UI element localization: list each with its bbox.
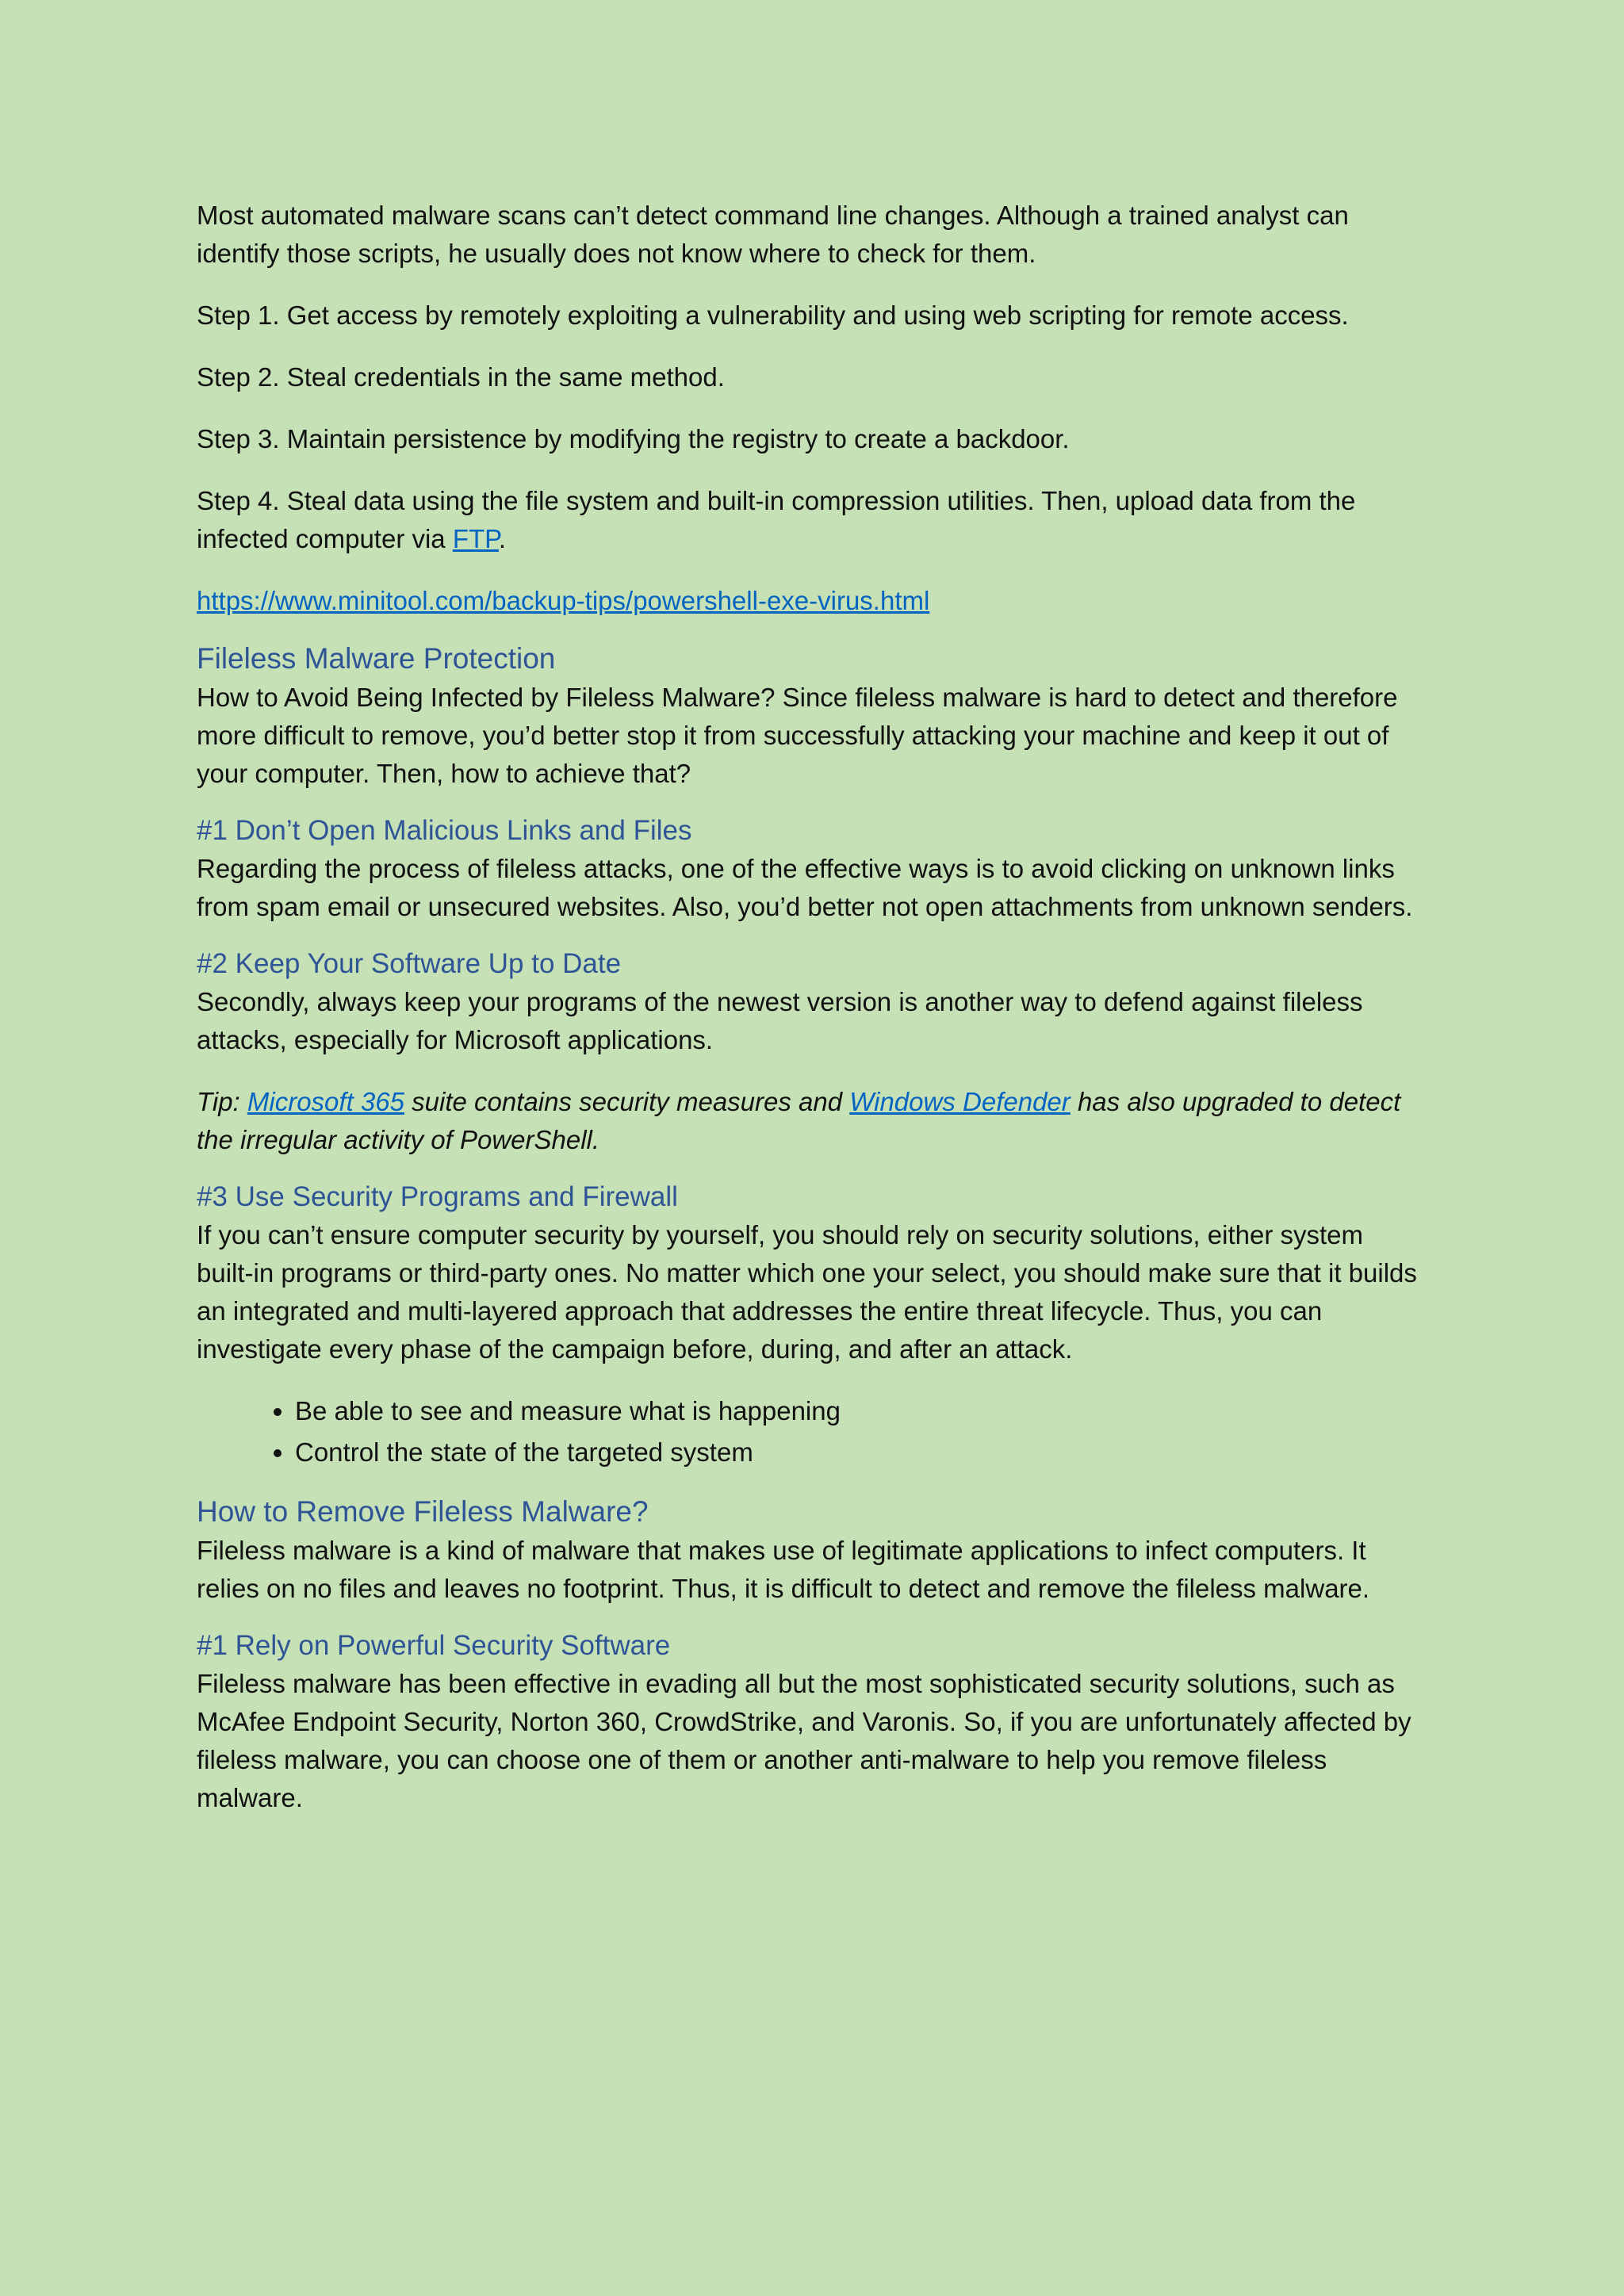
tip3-bullet-list [197, 1391, 1426, 1473]
remove-heading: How to Remove Fileless Malware? [197, 1495, 649, 1528]
tip2-body: Secondly, always keep your programs of the newest version is another way to defend against fileless attacks, especially for Microsoft applications. [197, 987, 1363, 1054]
tip-prefix: Tip: [197, 1087, 247, 1116]
step-3: Step 3. Maintain persistence by modifying the registry to create a backdoor. [197, 424, 1070, 453]
list-item: • Control the state of the targeted system [295, 1432, 1426, 1473]
tip-middle: suite contains security measures and [404, 1087, 850, 1116]
protection-heading: Fileless Malware Protection [197, 642, 556, 675]
microsoft-365-link[interactable]: Microsoft 365 [247, 1087, 404, 1116]
step-4-text: Step 4. Steal data using the file system and built-in compression utilities. Then, upload data from the infected computer via [197, 486, 1356, 553]
list-item: • Be able to see and measure what is happening [295, 1391, 1426, 1432]
source-paragraph [197, 582, 1426, 620]
source-link[interactable]: https://www.minitool.com/backup-tips/powershell-exe-virus.html [197, 586, 930, 615]
windows-defender-link[interactable]: Windows Defender [849, 1087, 1071, 1116]
step-4-end: . [498, 524, 507, 553]
intro-paragraph: Most automated malware scans can’t detect command line changes. Although a trained analyst can identify those scripts, he usually does not know where to check for them. [197, 201, 1349, 268]
step-4 [197, 482, 1426, 558]
remove-body: Fileless malware is a kind of malware that makes use of legitimate applications to infect computers. It relies on no files and leaves no footprint. Thus, it is difficult to detect and remove the fileless malware. [197, 1536, 1370, 1603]
ftp-link[interactable]: FTP [452, 524, 499, 553]
tip-note [197, 1083, 1426, 1159]
rely-body: Fileless malware has been effective in evading all but the most sophisticated security solutions, such as McAfee Endpoint Security, Norton 360, CrowdStrike, and Varonis. So, if you are unfortunately affected by fileless malware, you can choose one of them or another anti-malware to help you remove fileless malware. [197, 1669, 1411, 1812]
tip2-heading: #2 Keep Your Software Up to Date [197, 948, 622, 979]
tip-suffix: has also upgraded to detect the irregular activity of PowerShell. [197, 1087, 1401, 1154]
step-1: Step 1. Get access by remotely exploiting a vulnerability and using web scripting for remote access. [197, 300, 1349, 330]
tip3-body: If you can’t ensure computer security by yourself, you should rely on security solutions, either system built-in programs or third-party ones. No matter which one your select, you should make sure that it builds an integrated and multi-layered approach that addresses the entire threat lifecycle. Thus, you can investigate every phase of the campaign before, during, and after an attack. [197, 1220, 1417, 1364]
tip1-heading: #1 Don’t Open Malicious Links and Files [197, 815, 692, 846]
rely-heading: #1 Rely on Powerful Security Software [197, 1630, 671, 1661]
step-2: Step 2. Steal credentials in the same method. [197, 362, 725, 392]
tip3-heading: #3 Use Security Programs and Firewall [197, 1181, 678, 1212]
tip1-body: Regarding the process of fileless attacks, one of the effective ways is to avoid clicking on unknown links from spam email or unsecured websites. Also, you’d better not open attachments from unknown senders. [197, 854, 1413, 921]
protection-body: How to Avoid Being Infected by Fileless Malware? Since fileless malware is hard to detect and therefore more difficult to remove, you’d better stop it from successfully attacking your machine and keep it out of your computer. Then, how to achieve that? [197, 683, 1398, 788]
